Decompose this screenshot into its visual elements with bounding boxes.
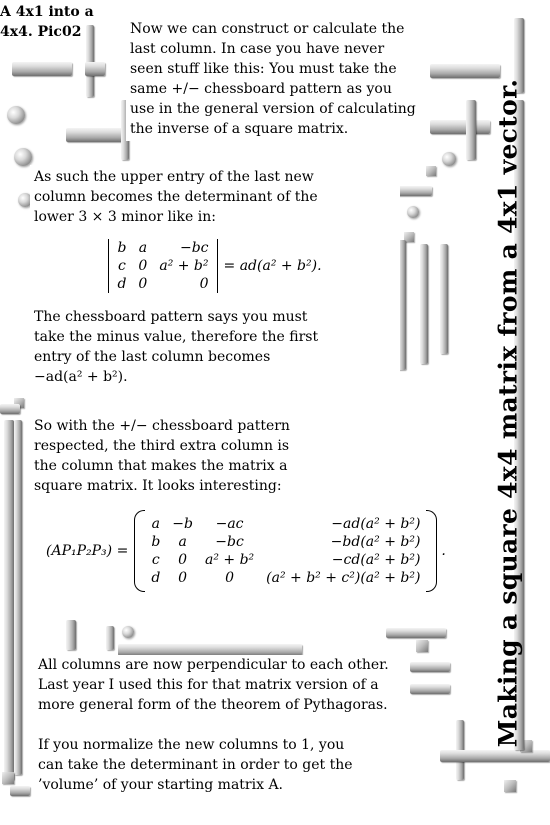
paragraph-2: As such the upper entry of the last new column becomes the determinant of the lower 3 × 3 minor like in: — [34, 169, 318, 225]
matrix-paren-left — [134, 510, 145, 592]
matrix-row — [145, 515, 426, 533]
determinant-table — [111, 239, 214, 293]
side-title: Making a square 4x4 matrix from a 4x1 vector. — [493, 78, 523, 747]
matrix-table — [145, 515, 426, 587]
det-cell: d — [117, 276, 127, 292]
matrix-cell: −b — [172, 516, 193, 532]
matrix-cell: −cd(a² + b²) — [331, 552, 421, 568]
det-cell: a² + b² — [159, 258, 209, 274]
side-title-container — [478, 0, 538, 825]
matrix-cell: 0 — [178, 570, 188, 586]
matrix-lhs: (AP₁P₂P₃) = — [46, 543, 129, 559]
page-title: A 4x1 into a 4x4. Pic02 — [0, 4, 94, 40]
matrix-row — [145, 533, 426, 551]
matrix-cell: −ad(a² + b²) — [331, 516, 421, 532]
paragraph-intro — [126, 17, 424, 141]
paragraph-5: All columns are now perpendicular to each other. Last year I used this for that matrix version of a more general form of the theorem of Pythagoras. — [38, 657, 389, 713]
paragraph-1: Now we can construct or calculate the last column. In case you have never seen stuff like this: You must take the same +/− chessboard pattern as you use in the general version of calculating the inverse of a square matrix. — [130, 21, 416, 137]
det-cell: 0 — [199, 276, 209, 292]
det-row — [111, 275, 214, 293]
matrix-cell: 0 — [225, 570, 235, 586]
det-cell: c — [118, 258, 126, 274]
det-row — [111, 257, 214, 275]
matrix-cell: d — [151, 570, 161, 586]
paragraph-4: So with the +/− chessboard pattern respected, the third extra column is the column that makes the matrix a square matrix. It looks interesting: — [34, 418, 290, 494]
matrix-cell: a — [151, 516, 160, 532]
det-row — [111, 239, 214, 257]
determinant-result: = ad(a² + b²). — [223, 258, 322, 274]
paragraph-3: The chessboard pattern says you must take the minus value, therefore the first entry of the last column becomes −ad(a² + b²). — [34, 309, 319, 385]
det-cell: a — [138, 240, 148, 256]
determinant-bars — [108, 239, 217, 293]
conclusion-section — [34, 655, 398, 797]
paragraph-6: If you normalize the new columns to 1, you can take the determinant in order to get the ’volume’ of your starting matrix A. — [38, 737, 353, 793]
matrix-paren-right — [426, 510, 437, 592]
matrix-row — [145, 569, 426, 587]
matrix-cell: a² + b² — [204, 552, 255, 568]
determinant-section — [30, 165, 400, 389]
matrix-equation — [46, 510, 482, 592]
matrix-end: . — [441, 543, 446, 559]
matrix-cell: c — [151, 552, 160, 568]
matrix-cell: 0 — [178, 552, 188, 568]
matrix-cell: −bd(a² + b²) — [330, 534, 421, 550]
matrix-section — [30, 414, 486, 598]
determinant-equation — [34, 239, 396, 293]
matrix-cell: −ac — [215, 516, 244, 532]
matrix-cell: b — [151, 534, 161, 550]
det-cell: b — [117, 240, 127, 256]
matrix-row — [145, 551, 426, 569]
matrix-cell: (a² + b² + c²)(a² + b²) — [266, 570, 421, 586]
det-cell: −bc — [179, 240, 209, 256]
matrix-cell: −bc — [215, 534, 244, 550]
det-cell: 0 — [138, 258, 148, 274]
det-cell: 0 — [138, 276, 148, 292]
matrix-cell: a — [178, 534, 187, 550]
